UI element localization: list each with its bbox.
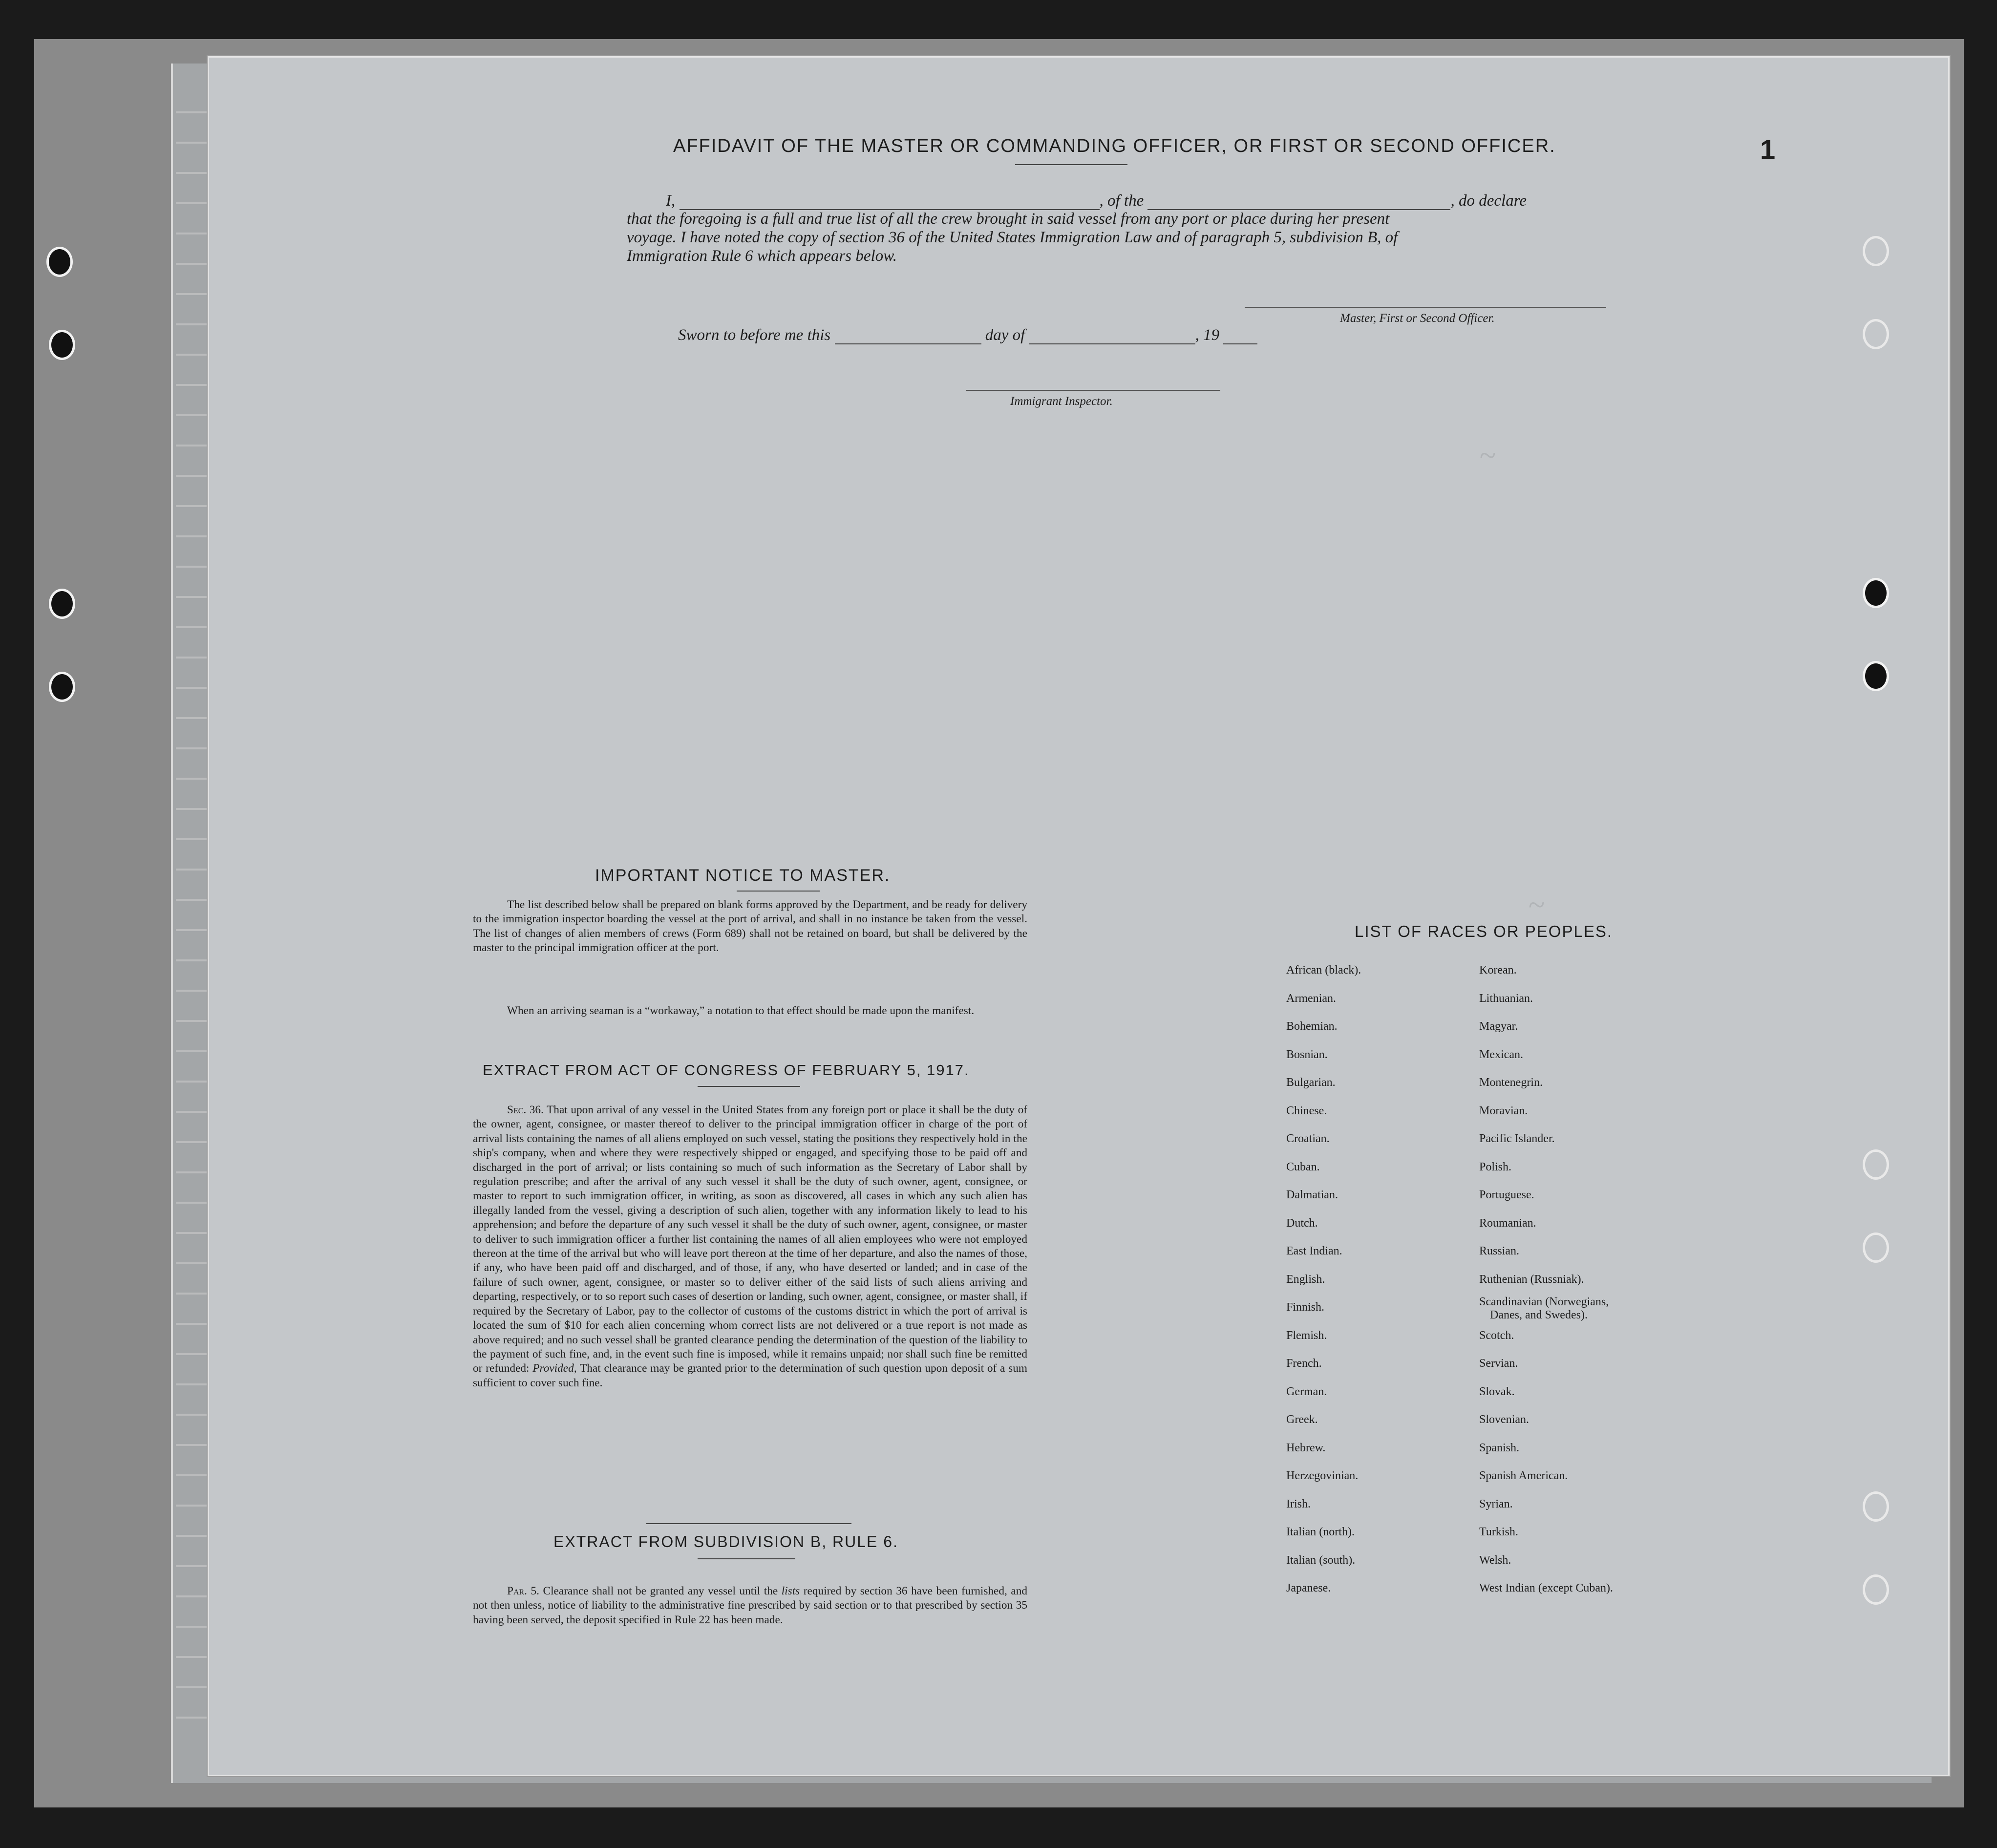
sworn-label: Sworn to before me this <box>678 326 831 344</box>
binder-hole-icon <box>49 672 75 702</box>
race-item: Lithuanian. <box>1479 992 1533 1005</box>
sworn-month-field[interactable] <box>1029 329 1195 344</box>
race-item: Italian (north). <box>1286 1526 1355 1538</box>
race-item: Bulgarian. <box>1286 1076 1336 1089</box>
binder-hole-icon <box>1863 1232 1889 1263</box>
race-item: Finnish. <box>1286 1301 1325 1314</box>
race-item: Italian (south). <box>1286 1553 1356 1567</box>
race-item: Korean. <box>1479 964 1517 977</box>
notice-title: IMPORTANT NOTICE TO MASTER. <box>595 866 891 885</box>
extract-act-title-rule <box>698 1086 800 1087</box>
affidavit-i-label: I, <box>666 192 676 210</box>
sworn-day-field[interactable] <box>835 329 981 344</box>
race-item: Syrian. <box>1479 1497 1513 1510</box>
extract-act-text <box>473 1103 1027 1390</box>
race-item: Spanish American. <box>1479 1469 1568 1482</box>
race-item: Japanese. <box>1286 1582 1331 1594</box>
race-item: Slovenian. <box>1479 1413 1529 1426</box>
extract-act-title: EXTRACT FROM ACT OF CONGRESS OF FEBRUARY 5, 1917. <box>483 1062 970 1079</box>
race-item: Spanish. <box>1479 1441 1520 1454</box>
race-item: East Indian. <box>1286 1245 1342 1257</box>
race-item: Polish. <box>1479 1160 1512 1173</box>
race-item: Dutch. <box>1286 1216 1318 1230</box>
race-item: West Indian (except Cuban). <box>1479 1582 1613 1594</box>
extract-rule-title: EXTRACT FROM SUBDIVISION B, RULE 6. <box>553 1533 898 1551</box>
race-item: Magyar. <box>1479 1020 1518 1033</box>
race-item: Bosnian. <box>1286 1048 1328 1061</box>
race-item: Scandinavian (Norwegians, <box>1479 1296 1609 1308</box>
race-item: Moravian. <box>1479 1104 1528 1117</box>
day-of-label: day of <box>985 326 1025 344</box>
affidavit-title: AFFIDAVIT OF THE MASTER OR COMMANDING OFFICER, OR FIRST OR SECOND OFFICER. <box>673 136 1556 156</box>
binder-hole-icon <box>1863 578 1889 608</box>
race-item-scandinavian <box>1479 1294 1613 1322</box>
year-label: , 19 <box>1195 326 1220 344</box>
manifest-page <box>208 56 1950 1776</box>
race-item: Armenian. <box>1286 992 1336 1005</box>
provided-word: Provided, <box>532 1362 577 1375</box>
race-item: Irish. <box>1286 1497 1311 1510</box>
affidavit-declaration-line <box>666 192 1527 210</box>
lists-word: lists <box>781 1585 800 1597</box>
race-item: German. <box>1286 1385 1327 1398</box>
affidavit-line-3: voyage. I have noted the copy of section 36 of the United States Immigration Law and of paragraph 5, subdivision B, of <box>627 229 1398 246</box>
race-item: Flemish. <box>1286 1329 1327 1342</box>
affidavit-line-2: that the foregoing is a full and true list of all the crew brought in said vessel from any port or place during her present <box>627 210 1390 228</box>
binder-hole-icon <box>1863 1491 1889 1522</box>
race-item: Greek. <box>1286 1413 1318 1426</box>
notice-title-rule <box>737 891 820 892</box>
race-item: French. <box>1286 1357 1322 1370</box>
par-5-label: Par. 5. <box>507 1585 539 1597</box>
officer-name-field[interactable] <box>680 194 1100 210</box>
sworn-line <box>678 326 1257 344</box>
race-item: Roumanian. <box>1479 1216 1536 1230</box>
affidavit-of-the-label: , of the <box>1099 192 1144 210</box>
race-item: English. <box>1286 1273 1325 1286</box>
bleed-through-handwriting: ~ <box>1528 889 1545 922</box>
par-5-body-b: required by section 36 have been furnished, and not then unless, notice of liability to the administrative fine prescribed by said section or to that prescribed by section 35 having been served, the deposit specified in Rule 22 has been made. <box>473 1585 1028 1626</box>
race-item: Dalmatian. <box>1286 1189 1338 1201</box>
race-item: Pacific Islander. <box>1479 1132 1555 1145</box>
races-title: LIST OF RACES OR PEOPLES. <box>1355 922 1613 940</box>
race-item: Welsh. <box>1479 1553 1511 1567</box>
affidavit-title-rule <box>1015 164 1127 165</box>
binder-hole-icon <box>1863 319 1889 349</box>
race-item: Cuban. <box>1286 1160 1320 1173</box>
races-column-right <box>1479 956 1613 1603</box>
notice-paragraph-1: The list described below shall be prepared on blank forms approved by the Department, and be ready for delivery to the immigration inspector boarding the vessel at the port of arrival, and shall in no instance be taken from the vessel. The list of changes of alien members of crews (Form 689) shall not be retained on board, but shall be delivered by the master to the principal immigration officer at the port. <box>473 898 1027 955</box>
section-divider <box>646 1523 851 1524</box>
extract-rule-title-rule <box>698 1558 795 1559</box>
sec-36-tail: That clearance may be granted prior to the determination of such question upon deposit of a sum sufficient to cover such fine. <box>473 1362 1027 1389</box>
master-signature-caption: Master, First or Second Officer. <box>1340 312 1495 325</box>
binder-hole-icon <box>1863 661 1889 691</box>
race-item: Servian. <box>1479 1357 1518 1370</box>
binder-hole-icon <box>1863 1574 1889 1605</box>
races-column-left <box>1286 956 1361 1603</box>
binder-hole-icon <box>49 330 75 360</box>
page-number: 1 <box>1760 134 1776 165</box>
extract-rule-text <box>473 1584 1027 1627</box>
vessel-name-field[interactable] <box>1147 194 1450 210</box>
inspector-signature-line[interactable] <box>966 390 1220 391</box>
affidavit-line-4: Immigration Rule 6 which appears below. <box>627 247 897 265</box>
race-item: Bohemian. <box>1286 1020 1338 1033</box>
sworn-year-field[interactable] <box>1223 329 1257 344</box>
race-item: Herzegovinian. <box>1286 1469 1359 1482</box>
affidavit-do-declare-label: , do declare <box>1450 192 1527 210</box>
race-item: Mexican. <box>1479 1048 1523 1061</box>
race-item: Scotch. <box>1479 1329 1514 1342</box>
binder-hole-icon <box>46 247 73 277</box>
race-item: Russian. <box>1479 1245 1520 1257</box>
inspector-signature-caption: Immigrant Inspector. <box>1010 395 1113 408</box>
race-item: Chinese. <box>1286 1104 1327 1117</box>
race-item: Portuguese. <box>1479 1189 1534 1201</box>
binder-hole-icon <box>1863 1149 1889 1180</box>
par-5-body-a: Clearance shall not be granted any vessel until the <box>543 1585 778 1597</box>
master-signature-line[interactable] <box>1245 307 1606 308</box>
race-item: Croatian. <box>1286 1132 1330 1145</box>
race-item: African (black). <box>1286 964 1361 977</box>
bleed-through-handwriting: ~ <box>1479 439 1496 472</box>
binder-hole-icon <box>1863 236 1889 266</box>
binder-hole-icon <box>49 589 75 619</box>
race-item: Turkish. <box>1479 1526 1518 1538</box>
race-item: Hebrew. <box>1286 1441 1326 1454</box>
race-item: Danes, and Swedes). <box>1490 1309 1588 1321</box>
sec-36-body: That upon arrival of any vessel in the United States from any foreign port or place it shall be the duty of the owner, agent, consignee, or master thereof to deliver to the principal immigration officer in charge of the port of arrival lists containing the names of all aliens employed on such vessel, stating the positions they respectively hold in the ship's company, when and where they were respectively shipped or engaged, and specifying those to be paid off and discharged in the port of arrival; or lists containing so much of such information as the Secretary of Labor shall by regulation prescribe; and after the arrival of any such vessel it shall be the duty of such owner, agent, consignee, or master to report to such immigration officer, in writing, as soon as discovered, all cases in which any such alien has illegally landed from the vessel, giving a description of such alien, together with any information likely to lead to his apprehension; and before the departure of any such vessel it shall be the duty of such owner, agent, consignee, or master to deliver to such immigration officer a further list containing the names of all alien employees who were not employed thereon at the time of the arrival but who will leave port thereon at the time of her departure, and also the names of those, if any, who have been paid off and discharged, and of those, if any, who have deserted or landed; and in case of the failure of such owner, agent, consignee, or master so to deliver either of the said lists of such aliens arriving and departing, respectively, or to so report such cases of desertion or landing, such owner, agent, consignee, or master shall, if required by the Secretary of Labor, pay to the collector of customs of the customs district in which the port of arrival is located the sum of $10 for each alien concerning whom correct lists are not delivered or a true report is not made as above required; and no such vessel shall be granted clearance pending the determination of the question of the liability to the payment of such fine, and, in the event such fine is imposed, while it remains unpaid; nor shall such fine be remitted or refunded: <box>473 1104 1028 1375</box>
sec-36-label: Sec. 36. <box>507 1104 544 1116</box>
race-item: Slovak. <box>1479 1385 1515 1398</box>
race-item: Montenegrin. <box>1479 1076 1543 1089</box>
notice-paragraph-2: When an arriving seaman is a “workaway,” a notation to that effect should be made upon the manifest. <box>507 1004 975 1017</box>
race-item: Ruthenian (Russniak). <box>1479 1273 1584 1286</box>
